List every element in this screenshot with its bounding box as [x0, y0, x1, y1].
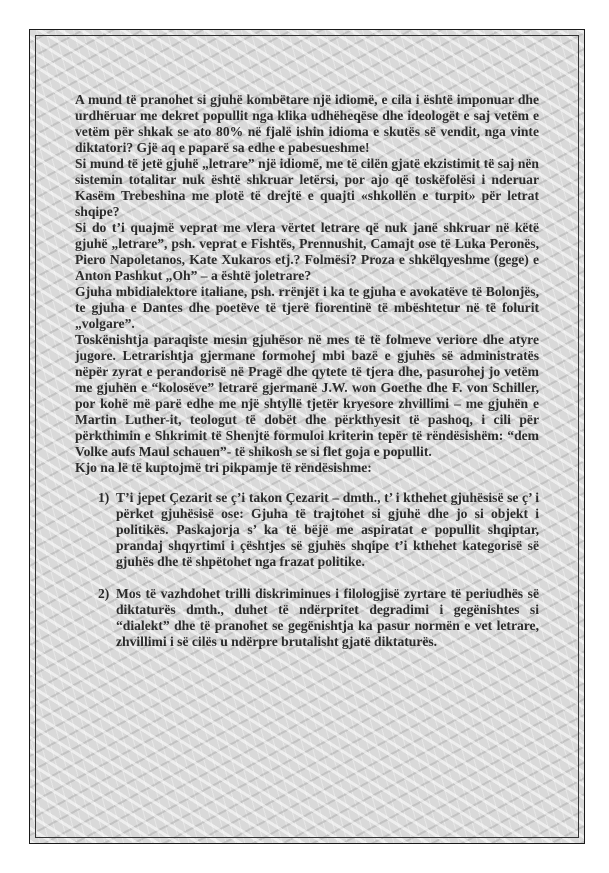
paragraph-2: Si mund të jetë gjuhë „letrare” një idiomë, me të cilën gjatë ekzistimit të saj nën sistemin totalitar nuk është shkruar letërsi, por ajo që toskëfolësi i nderuar Kasëm Trebeshina me plotë të drejtë e quajti «shkollën e turpit» për letrat shqipe?: [75, 156, 539, 219]
document-body: [75, 92, 539, 650]
paragraph-5: Toskënishtja paraqiste mesin gjuhësor në mes të të folmeve veriore dhe atyre jugore. Letrarishtja gjermane formohej mbi bazë e gjuhës së administratës nëpër zyrat e perandorisë në Pragë dhe qytete të tjera dhe, pasurohej jo vetëm me gjuhën e “kolosëve” letrarë gjermanë J.W. won Goethe dhe F. von Schiller, por kohë më parë edhe me një shtyllë tjetër kryesore zhvillimi – me gjuhën e Martin Luther-it, teologut të dobët dhe përkthyesit të pashoq, i cili për përkthimin e Shkrimit të Shenjtë formuloi kriterin tepër të rëndësishëm: “dem Volke aufs Maul schauen”- të shikosh se si flet goja e popullit.: [75, 332, 539, 459]
list-item-number: 1): [98, 490, 110, 505]
paragraph-4: Gjuha mbidialektore italiane, psh. rrënjët i ka te gjuha e avokatëve të Bolonjës, te gjuha e Dantes dhe poetëve të tjerë fiorentinë të mbështetur në të folurit „volgare”.: [75, 284, 539, 331]
paragraph-1: A mund të pranohet si gjuhë kombëtare një idiomë, e cila i është imponuar dhe urdhëruar me dekret popullit nga klika udhëheqëse dhe ideologët e saj vetëm e vetëm për shkak se ato 80% në fjalë ishin idioma e skutës së vendit, nga vinte diktatori? Gjë aq e paparë sa edhe e pabesueshme!: [75, 92, 539, 155]
numbered-list: [75, 490, 539, 650]
paragraph-6: Kjo na lë të kuptojmë tri pikpamje të rëndësishme:: [75, 460, 372, 475]
paragraph-3: Si do t’i quajmë veprat me vlera vërtet letrare që nuk janë shkruar në këtë gjuhë „letrare”, psh. veprat e Fishtës, Prennushit, Camajt ose të Luka Peronës, Piero Napoletanos, Kate Xukaros etj.? Folmësi? Proza e shkëlqyeshme (gege) e Anton Pashkut „Oh” – a është joletrare?: [75, 220, 539, 283]
list-item-text: T’i jepet Çezarit se ç’i takon Çezarit – dmth., t’ i kthehet gjuhësisë se ç’ i përket gjuhësisë ose: Gjuha të trajtohet si gjuhë dhe jo si objekt i politikës. Paskajorja s’ ka të bëjë me aspiratat e popullit shqiptar, prandaj shqyrtimi i çështjes së gjuhës shqipe t’i kthehet kategorisë së gjuhës dhe të shpëtohet nga frazat politike.: [116, 490, 539, 569]
list-item: [98, 490, 539, 570]
list-item-number: 2): [98, 586, 110, 601]
list-item: [98, 586, 539, 650]
list-item-text: Mos të vazhdohet trilli diskriminues i filologjisë zyrtare të periudhës së diktaturës dmth., duhet të ndërpritet degradimi i gegënishtes si “dialekt” dhe të pranohet se gegënishtja ka pasur normën e vet letrare, zhvillimi i së cilës u ndërpre brutalisht gjatë diktaturës.: [116, 586, 539, 649]
